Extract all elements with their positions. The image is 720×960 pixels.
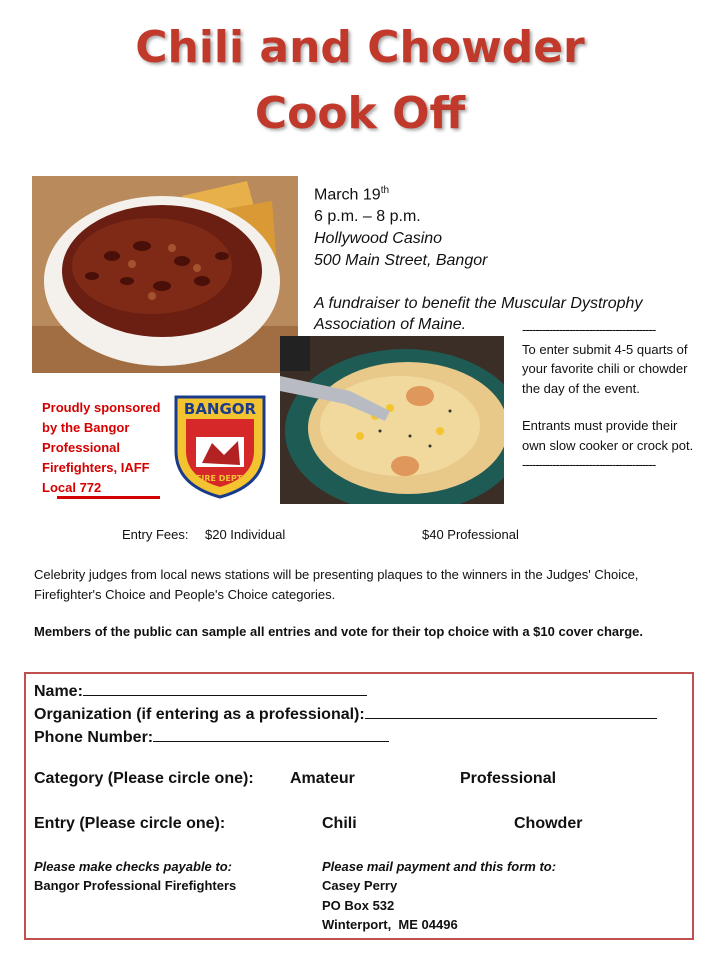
badge-bottom-text: FIRE DEPT.: [195, 474, 245, 483]
chowder-photo: [280, 336, 504, 504]
sponsor-underline: [57, 496, 160, 499]
fee-professional: $40 Professional: [422, 527, 519, 542]
entry-note: [522, 320, 702, 475]
phone-blank[interactable]: [153, 726, 389, 742]
divider-bottom: ----------------------------------------: [522, 457, 656, 472]
category-amateur[interactable]: Amateur: [290, 770, 355, 787]
entry-note-text-1: To enter submit 4-5 quarts of your favorite chili or chowder the day of the event.: [522, 341, 688, 396]
name-blank[interactable]: [83, 680, 367, 696]
title-line-2: Cook Off: [254, 88, 466, 139]
mail-label: Please mail payment and this form to:: [322, 859, 557, 874]
mail-name: Casey Perry: [322, 878, 398, 893]
organization-label: Organization (if entering as a professional):: [34, 706, 365, 723]
event-venue: Hollywood Casino: [314, 230, 443, 248]
chili-photo: [32, 176, 298, 373]
entry-label: Entry (Please circle one):: [34, 815, 226, 832]
organization-field[interactable]: [34, 703, 657, 724]
organization-blank[interactable]: [365, 703, 657, 719]
fundraiser-text: A fundraiser to benefit the Muscular Dystrophy Association of Maine.: [314, 295, 643, 333]
entry-note-text-2: Entrants must provide their own slow cooker or crock pot.: [522, 418, 694, 453]
checks-payee: Bangor Professional Firefighters: [34, 878, 237, 893]
name-field[interactable]: [34, 680, 367, 701]
fee-individual: $20 Individual: [205, 527, 286, 542]
event-address: 500 Main Street, Bangor: [314, 252, 488, 270]
category-professional[interactable]: Professional: [460, 770, 557, 787]
public-paragraph: Members of the public can sample all entries and vote for their top choice with a $10 cover charge.: [34, 624, 644, 639]
event-details: [314, 180, 487, 272]
name-label: Name:: [34, 683, 83, 700]
event-time: 6 p.m. – 8 p.m.: [314, 208, 421, 226]
sponsor-text: Proudly sponsored by the Bangor Professional Firefighters, IAFF Local 772: [42, 400, 161, 495]
mail-city: Winterport, ME 04496: [322, 917, 458, 932]
judges-paragraph: Celebrity judges from local news stations will be presenting plaques to the winners in the Judges' Choice, Firefighter's Choice and People's Choice categories.: [34, 567, 639, 602]
phone-label: Phone Number:: [34, 729, 154, 746]
checks-label: Please make checks payable to:: [34, 859, 233, 874]
divider-top: ----------------------------------------: [522, 322, 656, 337]
phone-field[interactable]: [34, 726, 389, 747]
mail-box: PO Box 532: [322, 898, 395, 913]
fees-label: Entry Fees:: [122, 527, 189, 542]
event-date-suffix: th: [380, 185, 390, 196]
entry-chowder[interactable]: Chowder: [514, 815, 583, 832]
event-date: March 19: [314, 186, 381, 204]
entry-chili[interactable]: Chili: [322, 815, 357, 832]
title-line-1: Chili and Chowder: [135, 22, 585, 73]
category-label: Category (Please circle one):: [34, 770, 254, 787]
badge-top-text: BANGOR: [183, 400, 257, 418]
fire-dept-badge-icon: [172, 393, 268, 501]
